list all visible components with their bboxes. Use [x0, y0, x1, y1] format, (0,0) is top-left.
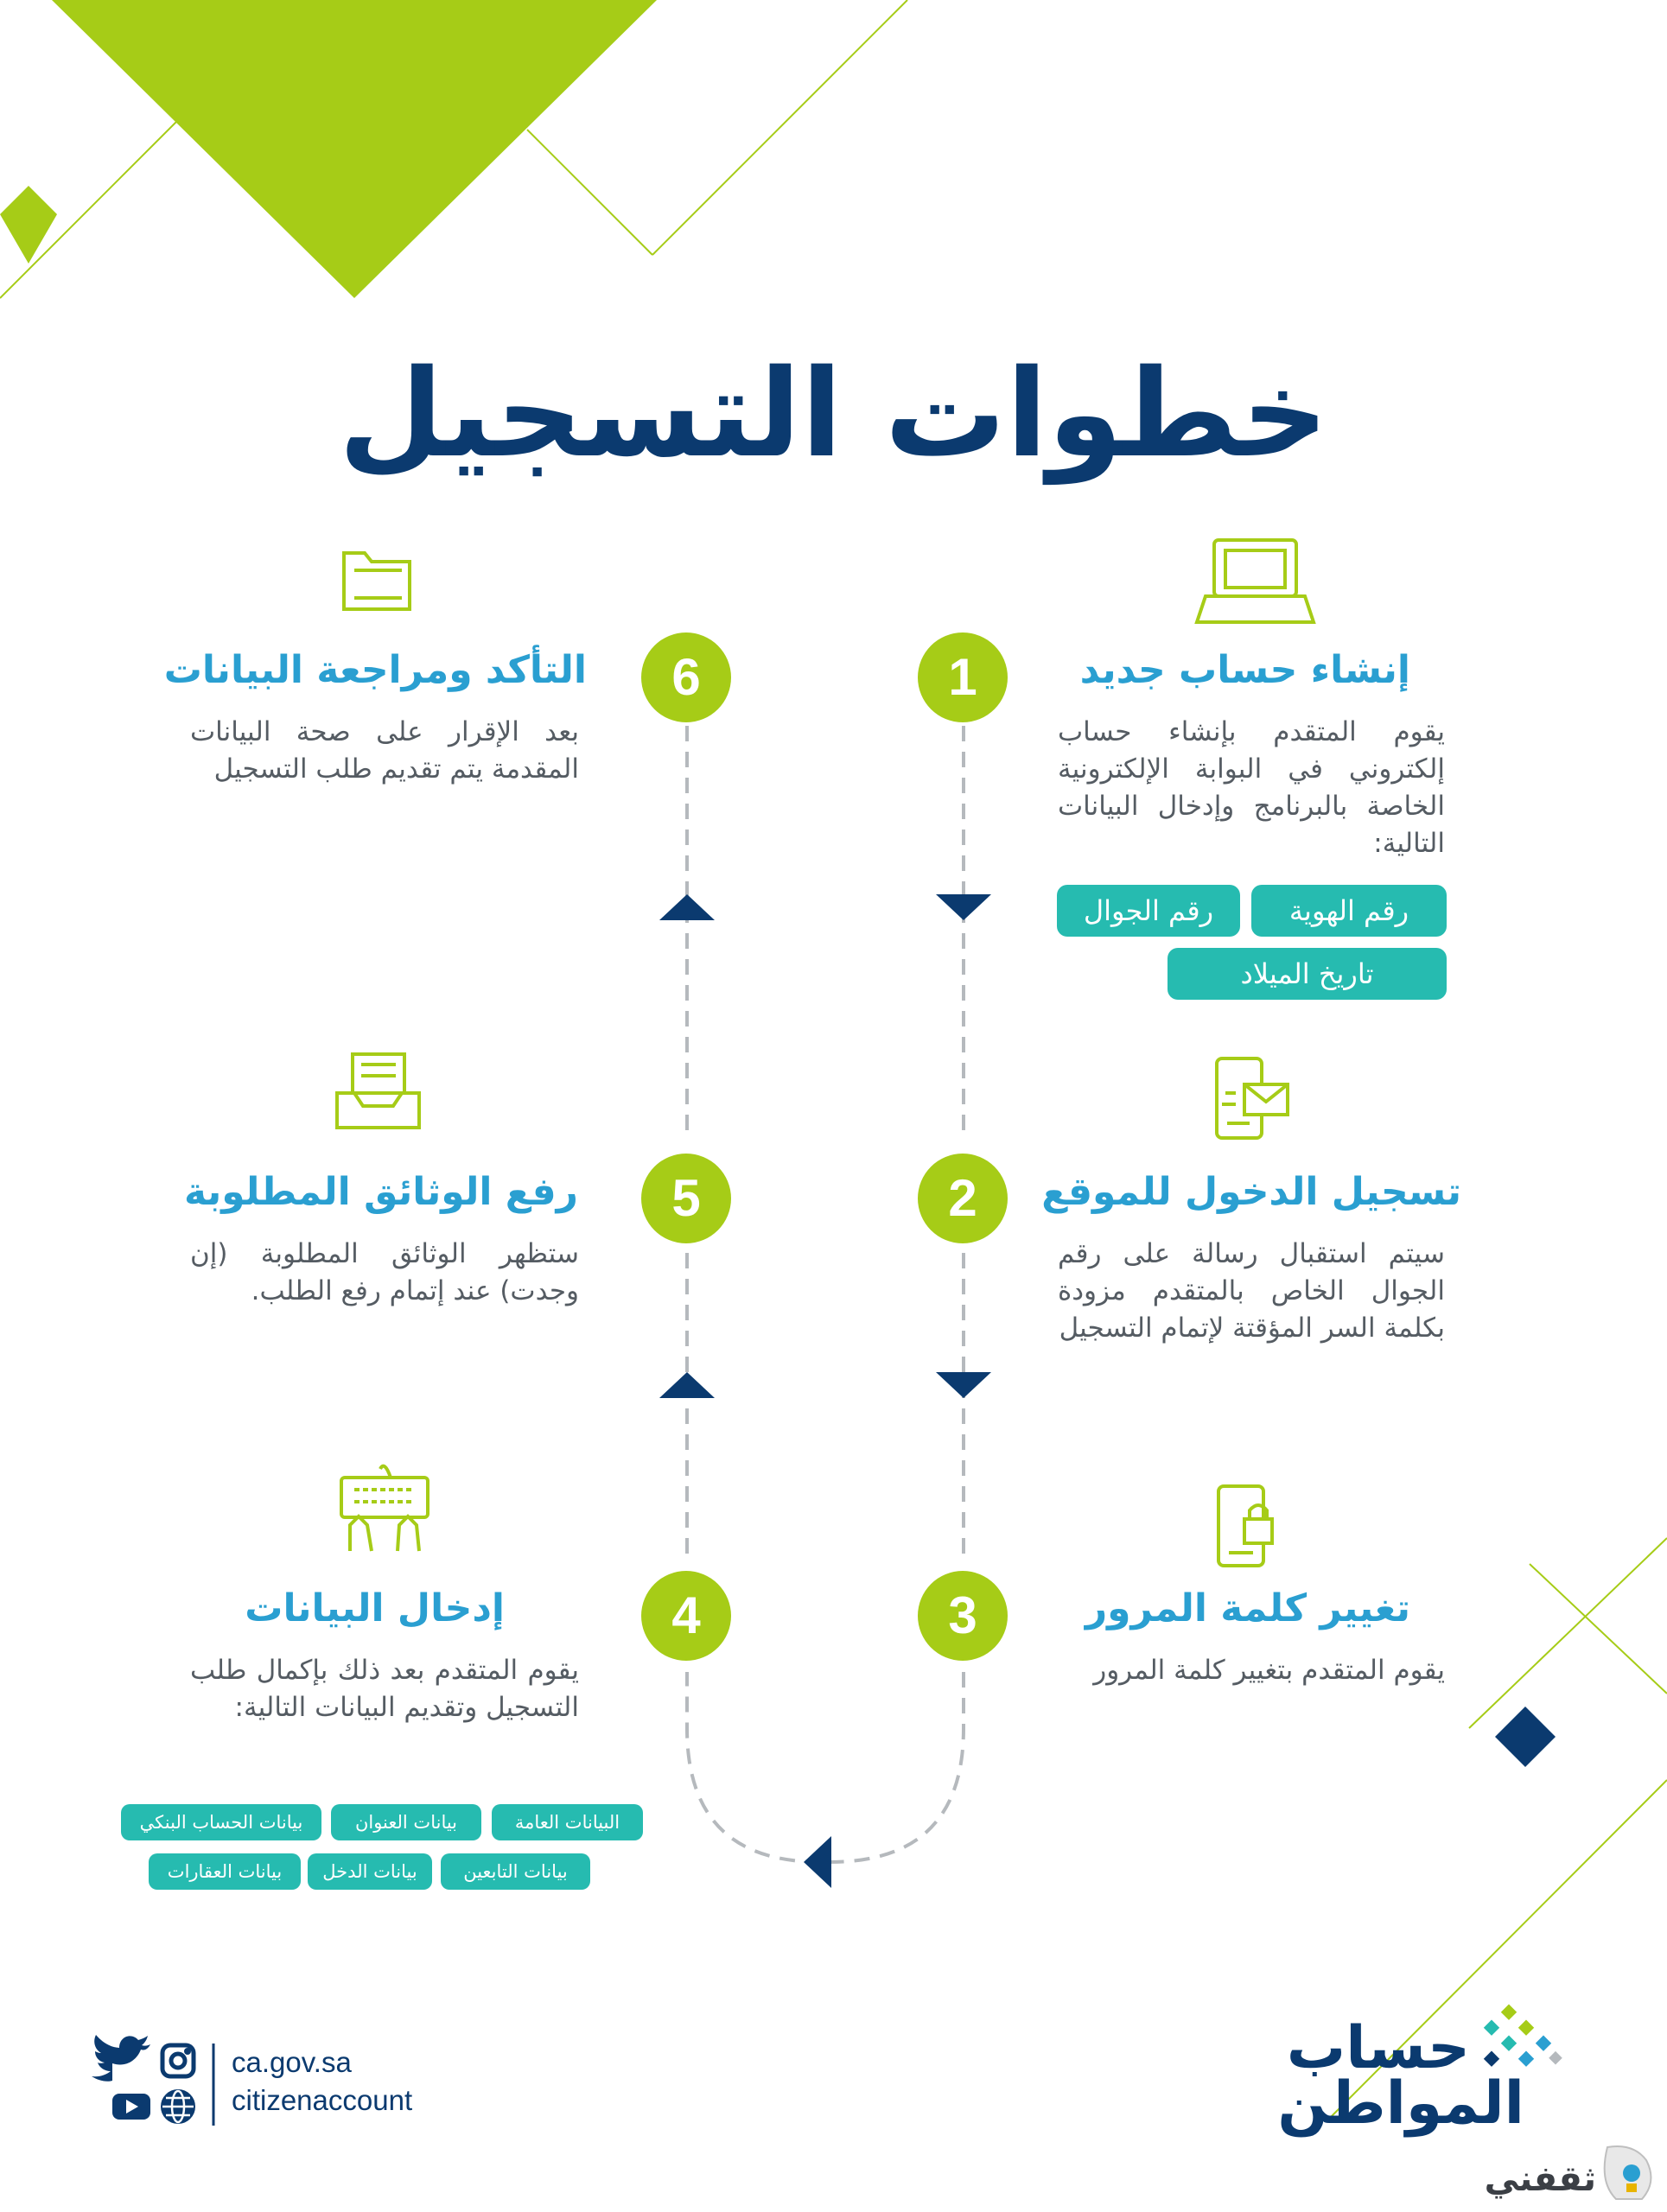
- step-2-description: سيتم استقبال رسالة على رقم الجوال الخاص بالمتقدم مزودة بكلمة السر المؤقتة لإتمام التسجيل: [1058, 1238, 1445, 1344]
- timeline-curve-right: [830, 1672, 964, 1862]
- step-3-description: يقوم المتقدم بتغيير كلمة المرور: [1093, 1655, 1445, 1686]
- step-5-number: 5: [641, 1154, 731, 1243]
- arrow-up-1: [659, 1372, 715, 1398]
- keyboard-icon: [341, 1466, 428, 1551]
- deco-line-mid: [527, 130, 652, 255]
- arrow-down-1: [936, 894, 991, 920]
- step-4-heading: إدخال البيانات: [245, 1586, 505, 1630]
- deco-line-right-2: [1469, 1538, 1667, 1728]
- footer-handle[interactable]: citizenaccount: [232, 2084, 413, 2116]
- step-1-heading: إنشاء حساب جديد: [1079, 648, 1410, 692]
- step-1-tag-birthdate: تاريخ الميلاد: [1168, 948, 1447, 1000]
- step-1-description: يقوم المتقدم بإنشاء حساب إلكتروني في البوابة الإلكترونية الخاصة بالبرنامج وإدخال البيانات التالية:: [1058, 716, 1445, 859]
- step-4-tag-bank: بيانات الحساب البنكي: [121, 1804, 321, 1840]
- step-4-tag-realestate: بيانات العقارات: [149, 1853, 301, 1890]
- step-6-number: 6: [641, 632, 731, 722]
- step-6-heading: التأكد ومراجعة البيانات: [163, 648, 587, 692]
- page-title: خطوات التسجيل: [338, 344, 1329, 485]
- footer-website[interactable]: ca.gov.sa: [232, 2046, 352, 2078]
- watermark-text: ثقفني: [1484, 2159, 1596, 2199]
- deco-diamond-left: [0, 186, 57, 264]
- arrow-left: [804, 1836, 831, 1888]
- phone-message-icon: [1217, 1058, 1288, 1138]
- step-5-heading: رفع الوثائق المطلوبة: [184, 1170, 578, 1214]
- step-4-description: يقوم المتقدم بعد ذلك بإكمال طلب التسجيل وتقديم البيانات التالية:: [190, 1655, 579, 1723]
- watermark-bulb-icon: [1605, 2146, 1651, 2199]
- deco-line-right: [652, 0, 907, 255]
- twitter-icon[interactable]: [92, 2035, 150, 2082]
- step-3-number: 3: [918, 1571, 1008, 1661]
- step-2-heading: تسجيل الدخول للموقع: [1041, 1170, 1461, 1214]
- youtube-icon[interactable]: [112, 2094, 150, 2120]
- deco-line-right-1: [1530, 1564, 1667, 1694]
- step-5-description: ستظهر الوثائق المطلوبة (إن وجدت) عند إتمام رفع الطلب.: [190, 1238, 579, 1306]
- globe-icon[interactable]: [162, 2091, 194, 2122]
- arrow-up-2: [659, 894, 715, 920]
- step-4-tag-general: البيانات العامة: [492, 1804, 643, 1840]
- step-6-description: بعد الإقرار على صحة البيانات المقدمة يتم تقديم طلب التسجيل: [190, 716, 579, 785]
- phone-lock-icon: [1218, 1486, 1272, 1566]
- step-1-tag-id: رقم الهوية: [1251, 885, 1447, 937]
- step-1-tag-mobile: رقم الجوال: [1057, 885, 1240, 937]
- step-1-number: 1: [918, 632, 1008, 722]
- brand-line-1: حساب: [1286, 2014, 1470, 2082]
- brand-line-2: المواطن: [1277, 2069, 1524, 2138]
- arrow-down-2: [936, 1372, 991, 1398]
- brand-logo-mark: [1484, 2005, 1562, 2067]
- step-4-number: 4: [641, 1571, 731, 1661]
- timeline-curve-left: [687, 1672, 821, 1862]
- folder-icon: [344, 553, 410, 609]
- instagram-icon[interactable]: [162, 2045, 194, 2076]
- step-2-number: 2: [918, 1154, 1008, 1243]
- top-green-triangle: [52, 0, 657, 298]
- step-4-tag-dependents: بيانات التابعين: [441, 1853, 590, 1890]
- step-4-tag-income: بيانات الدخل: [308, 1853, 432, 1890]
- document-tray-icon: [337, 1054, 419, 1128]
- deco-diamond-right: [1495, 1707, 1556, 1767]
- step-4-tag-address: بيانات العنوان: [331, 1804, 481, 1840]
- step-3-heading: تغيير كلمة المرور: [1085, 1586, 1410, 1630]
- laptop-icon: [1197, 540, 1314, 622]
